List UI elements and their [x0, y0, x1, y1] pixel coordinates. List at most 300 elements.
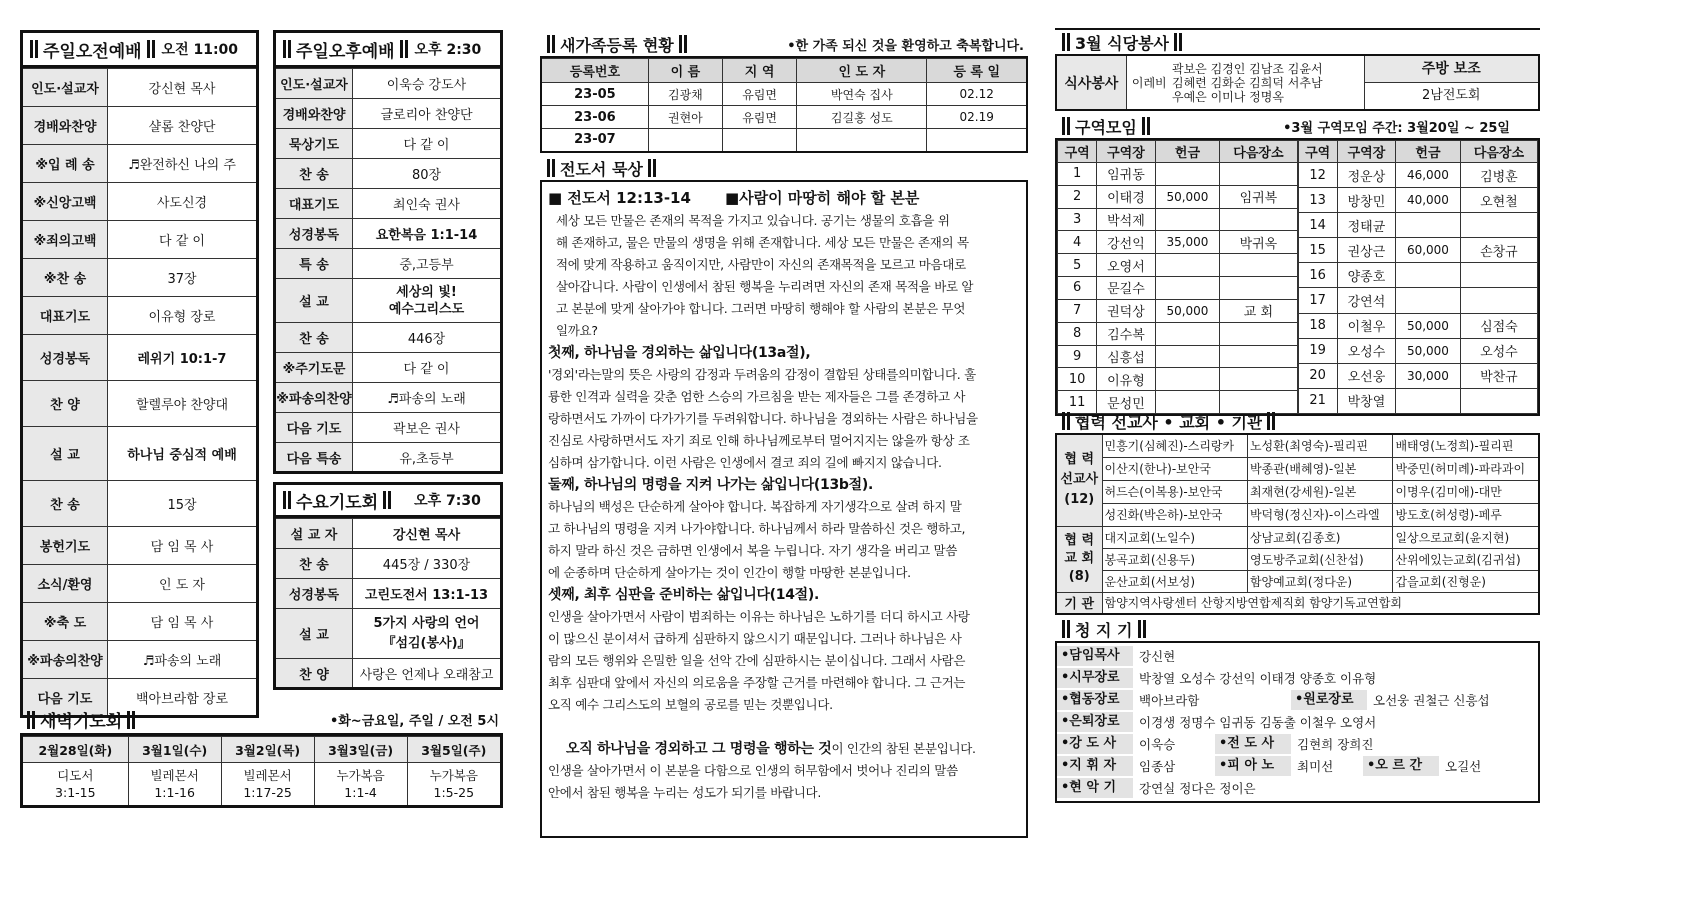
district-row: [1298, 188, 1538, 213]
meditation-line: 인생을 살아가면서 사람이 범죄하는 이유는 하나님은 노하기를 더디 하시고 사랑: [548, 609, 970, 624]
district-cell: 35,000: [1155, 231, 1220, 254]
district-cell: 권상근: [1337, 238, 1395, 263]
org-row: [1056, 592, 1539, 614]
staff-row: [1057, 733, 1538, 755]
staff-names: 오선웅 권철근 신흥섭: [1373, 693, 1490, 708]
church-name: 일상으로교회(윤지현): [1393, 526, 1539, 548]
newfamily-cell: 김광채: [648, 83, 722, 106]
staff-title: 청 지 기: [1075, 620, 1133, 640]
kitchen-value: 2남전도회: [1421, 88, 1481, 103]
missionary-name: 이산지(한나)-보안국: [1102, 457, 1247, 480]
district-cell: 30,000: [1396, 363, 1461, 388]
district-cell: 6: [1058, 277, 1097, 300]
sunday-pm-value: 중,고등부: [353, 249, 502, 279]
wednesday-table: [273, 518, 503, 690]
meditation-heading: [548, 184, 1020, 210]
wednesday-value-line1: 5가지 사랑의 언어: [373, 615, 480, 631]
meditation-title: 전도서 묵상: [560, 159, 643, 179]
meditation-line: 하나님의 백성은 단순하게 살아야 합니다. 복잡하게 자기생각으로 살려 하지 말: [548, 499, 962, 514]
district-cell: 권덕상: [1097, 299, 1155, 322]
district-col-header: 다음장소: [1220, 141, 1297, 163]
district-table-right: [1298, 140, 1539, 414]
wednesday-section: [273, 482, 503, 690]
sunday-pm-label: 설 교: [275, 279, 353, 323]
meditation-line: 해 존재하고, 물은 만물의 생명을 위해 존재합니다. 세상 모든 만물은 존재의 목: [556, 235, 969, 250]
church-name: 운산교회(서보성): [1102, 570, 1247, 592]
district-cell: [1220, 345, 1297, 368]
staff-role: •지 휘 자: [1057, 756, 1133, 776]
dawn-text-row: [22, 763, 502, 807]
sunday-am-row: [22, 603, 258, 641]
district-cell: 오현철: [1460, 188, 1537, 213]
staff-role: •협동장로: [1057, 690, 1133, 710]
newfamily-cell: 02.12: [927, 83, 1027, 106]
district-cell: 14: [1298, 213, 1337, 238]
church-label-cell: [1056, 526, 1102, 592]
newfamily-row: [541, 83, 1027, 106]
meditation-line: 심하며 삼가합니다. 이런 사람은 인생에서 결코 죄의 길에 빠지지 않습니다.: [548, 455, 942, 470]
district-cell: 양종호: [1337, 263, 1395, 288]
meditation-point1: [548, 364, 1020, 474]
district-cell: [1220, 277, 1297, 300]
partners-header: [1055, 409, 1540, 433]
district-row: [1058, 368, 1298, 391]
sunday-am-label: ※신앙고백: [22, 183, 108, 221]
district-col-header: 헌금: [1155, 141, 1220, 163]
dawn-date: 2월28일(화): [22, 737, 129, 763]
newfamily-header: [540, 32, 1028, 58]
sunday-pm-header: [273, 30, 503, 68]
staff-role: •원로장로: [1291, 690, 1367, 710]
sunday-am-value: ♬완전하신 나의 주: [108, 145, 258, 183]
district-cell: [1396, 213, 1461, 238]
sunday-pm-label: ※파송의찬양: [275, 383, 353, 413]
sunday-am-label: 소식/환영: [22, 565, 108, 603]
newfamily-cell: 유림면: [723, 106, 797, 129]
staff-role: •담임목사: [1057, 646, 1133, 666]
dawn-passage: [128, 763, 221, 807]
sunday-pm-value: 다 같 이: [353, 129, 502, 159]
district-cell: 심흥섭: [1097, 345, 1155, 368]
district-cell: 8: [1058, 322, 1097, 345]
staff-role: •오 르 간: [1363, 756, 1439, 776]
district-cell: 13: [1298, 188, 1337, 213]
newfamily-cell: 23-05: [541, 83, 648, 106]
dawn-verse: 3:1-15: [55, 785, 96, 800]
meditation-line: 진심로 사랑하면서도 자기 죄로 인해 하나님께로부터 멀어지지는 않을까 항상 조: [548, 433, 970, 448]
sunday-am-header: [20, 30, 259, 68]
district-cell: 문성민: [1097, 391, 1155, 414]
district-cell: 오성수: [1460, 338, 1537, 363]
newfamily-cell: 유림면: [723, 83, 797, 106]
district-col-header: 헌금: [1396, 141, 1461, 163]
district-cell: 2: [1058, 185, 1097, 208]
staff-row: [1057, 667, 1538, 689]
church-name: 산위에있는교회(김귀섭): [1393, 548, 1539, 570]
sunday-am-row: [22, 335, 258, 381]
sunday-am-row: [22, 297, 258, 335]
district-row: [1058, 208, 1298, 231]
staff-role: •피 아 노: [1215, 756, 1291, 776]
district-cell: 50,000: [1396, 313, 1461, 338]
district-col-header: 구역: [1298, 141, 1337, 163]
sunday-pm-value: [353, 279, 502, 323]
district-cell: 오영서: [1097, 254, 1155, 277]
sunday-pm-value: 446장: [353, 323, 502, 353]
meditation-line: 랑하면서도 가까이 다가가기를 두려워합니다. 하나님을 경외하는 사람은 하나님을: [548, 411, 978, 426]
district-row: [1058, 299, 1298, 322]
sunday-am-row: [22, 107, 258, 145]
newfamily-title: 새가족등록 현황: [560, 35, 674, 55]
meditation-line: 오직 예수 그리스도의 보혈의 공로를 믿는 것뿐입니다.: [548, 697, 833, 712]
meditation-line: 살아갑니다. 사람이 인생에서 참된 행복을 누리려면 자신의 존재 목적을 바로 알: [556, 279, 974, 294]
meditation-point1-title: 첫째, 하나님을 경외하는 삶입니다(13a절),: [548, 345, 811, 361]
district-cell: 12: [1298, 163, 1337, 188]
church-name: 갑을교회(진형운): [1393, 570, 1539, 592]
church-name: 봉곡교회(신용두): [1102, 548, 1247, 570]
newfamily-row: [541, 129, 1027, 152]
sunday-pm-row: [275, 189, 502, 219]
district-cell: 이철우: [1337, 313, 1395, 338]
sunday-pm-label: 묵상기도: [275, 129, 353, 159]
dawn-date-row: [22, 737, 502, 763]
sunday-am-row: [22, 259, 258, 297]
wednesday-row: [275, 549, 502, 579]
sunday-pm-label: 다음 기도: [275, 413, 353, 443]
cafeteria-names-line: 김혜련 김화순 김희덕 서추남: [1172, 75, 1323, 90]
sunday-am-value: 인 도 자: [108, 565, 258, 603]
district-cell: 방창민: [1337, 188, 1395, 213]
district-row: [1058, 322, 1298, 345]
district-row: [1058, 277, 1298, 300]
partners-table: [1055, 433, 1540, 615]
newfamily-cell: [797, 129, 927, 152]
staff-role: •은퇴장로: [1057, 712, 1133, 732]
district-cell: 손창규: [1460, 238, 1537, 263]
dawn-passage: [314, 763, 407, 807]
missionary-name: 박덕형(정신자)-이스라엘: [1247, 503, 1392, 526]
staff-role: •전 도 사: [1215, 734, 1291, 754]
sunday-am-row: [22, 381, 258, 427]
district-cell: 4: [1058, 231, 1097, 254]
district-col-header: 구역장: [1097, 141, 1155, 163]
meditation-section: [540, 156, 1028, 838]
wednesday-value: [353, 609, 502, 659]
church-name: 상남교회(김종호): [1247, 526, 1392, 548]
newfamily-col-header: 인 도 자: [797, 59, 927, 83]
district-cell: [1220, 322, 1297, 345]
district-row: [1298, 163, 1538, 188]
staff-box: [1055, 641, 1540, 803]
meditation-line: 세상 모든 만물은 존재의 목적을 가지고 있습니다. 공기는 생물의 호흡을 위: [556, 213, 950, 228]
district-cell: 21: [1298, 388, 1337, 413]
sunday-am-label: 다음 기도: [22, 679, 108, 717]
dawn-verse: 1:1-16: [154, 785, 195, 800]
sunday-am-label: ※입 례 송: [22, 145, 108, 183]
district-cell: 정태균: [1337, 213, 1395, 238]
sunday-pm-label: 성경봉독: [275, 219, 353, 249]
staff-row: [1057, 755, 1538, 777]
sunday-pm-section: [273, 30, 503, 474]
district-cell: [1220, 163, 1297, 186]
newfamily-col-header: 지 역: [723, 59, 797, 83]
cafeteria-label: 식사봉사: [1056, 55, 1126, 110]
cafeteria-title: 3월 식당봉사: [1075, 33, 1169, 53]
district-row: [1298, 238, 1538, 263]
dawn-section: [20, 706, 503, 808]
sunday-pm-time: 오후 2:30: [414, 42, 482, 58]
meditation-subject: ■사람이 마땅히 해야 할 본분: [724, 188, 920, 207]
district-row: [1298, 313, 1538, 338]
meditation-conclusion-rest: 이 인간의 참된 본분입니다.: [831, 741, 976, 756]
newfamily-cell: 23-06: [541, 106, 648, 129]
sunday-pm-row: [275, 383, 502, 413]
sunday-am-row: [22, 69, 258, 107]
district-row: [1058, 345, 1298, 368]
cafeteria-names-line: 우예은 이미나 정명옥: [1172, 89, 1284, 104]
district-cell: 임귀복: [1220, 185, 1297, 208]
sunday-pm-row: [275, 159, 502, 189]
meditation-line: 람의 모든 행위와 은밀한 일을 선악 간에 심판하시는 분이십니다. 그래서 사람은: [548, 653, 966, 668]
district-row: [1058, 231, 1298, 254]
sunday-pm-row: [275, 353, 502, 383]
district-note: •3월 구역모임 주간: 3월20일 ~ 25일: [1283, 120, 1510, 136]
district-cell: 3: [1058, 208, 1097, 231]
district-title: 구역모임: [1075, 117, 1137, 137]
sunday-pm-value-line2: 예수그리스도: [388, 301, 465, 317]
sunday-am-row: [22, 221, 258, 259]
dawn-date: 3월1일(수): [128, 737, 221, 763]
staff-section: [1055, 617, 1540, 803]
district-cell: 16: [1298, 263, 1337, 288]
sunday-am-value: 담 임 목 사: [108, 603, 258, 641]
missionary-name: 배태영(노정희)-필리핀: [1393, 434, 1539, 457]
meditation-conclusion: [548, 760, 1020, 804]
missionary-label: 협 력 선교사: [1060, 452, 1099, 488]
sunday-pm-value: 80장: [353, 159, 502, 189]
dawn-book: 누가복음: [336, 768, 385, 783]
church-name: 대지교회(노일수): [1102, 526, 1247, 548]
wednesday-time: 오후 7:30: [414, 493, 481, 509]
sunday-pm-value-line1: 세상의 빛!: [396, 284, 457, 300]
missionary-row: [1056, 457, 1539, 480]
newfamily-cell: 02.19: [927, 106, 1027, 129]
sunday-pm-label: ※주기도문: [275, 353, 353, 383]
wednesday-value: 사랑은 언제나 오래참고: [353, 659, 502, 689]
sunday-am-row: [22, 527, 258, 565]
district-cell: 20: [1298, 363, 1337, 388]
sunday-am-label: ※축 도: [22, 603, 108, 641]
sunday-pm-row: [275, 413, 502, 443]
district-row: [1058, 254, 1298, 277]
meditation-line: 인생을 살아가면서 이 본분을 다함으로 인생의 허무함에서 벗어나 진리의 말씀: [548, 763, 958, 778]
district-cell: 박석제: [1097, 208, 1155, 231]
meditation-line: 륭한 인격과 실력을 갖춘 엄한 스승의 가르침을 받는 제자들은 그를 존경하고 사: [548, 389, 966, 404]
cafeteria-sub: 이레비: [1126, 55, 1172, 110]
sunday-pm-label: 경배와찬양: [275, 99, 353, 129]
missionary-name: 최재현(강세원)-일본: [1247, 480, 1392, 503]
staff-row: [1057, 711, 1538, 733]
district-cell: [1396, 288, 1461, 313]
dawn-book: 디도서: [57, 768, 94, 783]
cafeteria-names: [1172, 55, 1364, 110]
sunday-am-section: [20, 30, 259, 718]
wednesday-label: 설 교: [275, 609, 353, 659]
dawn-passage: [22, 763, 129, 807]
dawn-book: 빌레몬서: [150, 768, 199, 783]
sunday-am-value: 샬롬 찬양단: [108, 107, 258, 145]
district-cell: 50,000: [1155, 185, 1220, 208]
sunday-pm-label: 다음 특송: [275, 443, 353, 473]
newfamily-table: [540, 58, 1028, 153]
district-cell: 이유형: [1097, 368, 1155, 391]
staff-names: 박창열 오성수 강선익 이태경 양종호 이유형: [1139, 671, 1377, 686]
district-cell: 박귀옥: [1220, 231, 1297, 254]
wednesday-value: 고린도전서 13:1-13: [353, 579, 502, 609]
district-cell: 18: [1298, 313, 1337, 338]
district-cell: 임귀동: [1097, 163, 1155, 186]
district-cell: 오선웅: [1337, 363, 1395, 388]
sunday-pm-row: [275, 443, 502, 473]
dawn-date: 3월5일(주): [407, 737, 501, 763]
wednesday-value: 강신현 목사: [353, 519, 502, 549]
church-row: [1056, 570, 1539, 592]
district-cell: 박창열: [1337, 388, 1395, 413]
sunday-am-label: 성경봉독: [22, 335, 108, 381]
district-col-header: 다음장소: [1460, 141, 1537, 163]
newfamily-cell: [648, 129, 722, 152]
wednesday-row: [275, 519, 502, 549]
newfamily-cell: [723, 129, 797, 152]
staff-names: 이경생 정명수 임귀동 김동출 이철우 오영서: [1139, 715, 1377, 730]
wednesday-value-line2: 『섬김(봉사)』: [382, 635, 471, 651]
dawn-passage: [407, 763, 501, 807]
missionary-row: [1056, 480, 1539, 503]
sunday-am-label: 설 교: [22, 427, 108, 481]
district-cell: 11: [1058, 391, 1097, 414]
district-cell: [1220, 254, 1297, 277]
district-cell: [1155, 277, 1220, 300]
partners-section: [1055, 409, 1540, 615]
district-cell: 5: [1058, 254, 1097, 277]
sunday-am-value: 이유형 장로: [108, 297, 258, 335]
missionary-name: 노성환(최영숙)-필리핀: [1247, 434, 1392, 457]
district-cell: 15: [1298, 238, 1337, 263]
church-row: [1056, 548, 1539, 570]
meditation-conclusion-bold: 오직 하나님을 경외하고 그 명령을 행하는 것: [566, 741, 832, 757]
district-cell: 19: [1298, 338, 1337, 363]
sunday-am-value: 사도신경: [108, 183, 258, 221]
district-cell: [1155, 163, 1220, 186]
district-cell: 김병훈: [1460, 163, 1537, 188]
dawn-verse: 1:17-25: [243, 785, 292, 800]
meditation-line: 일까요?: [556, 323, 598, 338]
sunday-am-value: 레위기 10:1-7: [108, 335, 258, 381]
meditation-conclusion-lead: [548, 738, 1020, 760]
staff-role: •시무장로: [1057, 668, 1133, 688]
district-cell: 50,000: [1155, 299, 1220, 322]
newfamily-cell: [927, 129, 1027, 152]
newfamily-cell: 박연숙 집사: [797, 83, 927, 106]
missionary-count: (12): [1064, 492, 1095, 508]
sunday-pm-value: 요한복음 1:1-14: [353, 219, 502, 249]
sunday-pm-row: [275, 219, 502, 249]
sunday-pm-value: 다 같 이: [353, 353, 502, 383]
dawn-date: 3월3일(금): [314, 737, 407, 763]
missionary-row: [1056, 434, 1539, 457]
sunday-pm-label: 찬 송: [275, 159, 353, 189]
wednesday-row: [275, 579, 502, 609]
sunday-pm-label: 인도·설교자: [275, 69, 353, 99]
org-names: 함양지역사랑센터 산항지방연합제직회 함양기독교연합회: [1102, 592, 1539, 614]
dawn-passage: [221, 763, 314, 807]
newfamily-cell: 23-07: [541, 129, 648, 152]
org-label: 기 관: [1056, 592, 1102, 614]
meditation-intro: [548, 210, 1020, 342]
district-row: [1298, 363, 1538, 388]
sunday-am-value: ♬파송의 노래: [108, 641, 258, 679]
missionary-label-cell: [1056, 434, 1102, 526]
missionary-name: 방도호(허성령)-페루: [1393, 503, 1539, 526]
missionary-name: 박종관(배혜영)-일본: [1247, 457, 1392, 480]
dawn-header: [20, 706, 503, 736]
wednesday-label: 찬 양: [275, 659, 353, 689]
missionary-name: 성진화(박은하)-보안국: [1102, 503, 1247, 526]
sunday-pm-value: 곽보은 권사: [353, 413, 502, 443]
meditation-line: 최후 심판대 앞에서 자신의 의로움을 주장할 근거를 마련해야 합니다. 그 근거는: [548, 675, 966, 690]
sunday-am-row: [22, 481, 258, 527]
district-cell: 오성수: [1337, 338, 1395, 363]
dawn-title: 새벽기도회: [40, 712, 123, 732]
sunday-am-value: 다 같 이: [108, 221, 258, 259]
staff-role: •강 도 사: [1057, 734, 1133, 754]
dawn-date: 3월2일(목): [221, 737, 314, 763]
district-cell: 박찬규: [1460, 363, 1537, 388]
district-cell: 1: [1058, 163, 1097, 186]
district-cell: 17: [1298, 288, 1337, 313]
missionary-name: 이명우(김미애)-대만: [1393, 480, 1539, 503]
staff-row: [1057, 777, 1538, 799]
staff-names: 백아브라함: [1139, 693, 1200, 708]
district-row: [1298, 263, 1538, 288]
sunday-pm-table: [273, 68, 503, 474]
district-header: [1055, 114, 1540, 138]
sunday-pm-value: 이욱승 강도사: [353, 69, 502, 99]
district-cell: 40,000: [1396, 188, 1461, 213]
district-cell: [1155, 322, 1220, 345]
sunday-pm-title: 주일오후예배: [296, 41, 395, 62]
meditation-point3: [548, 606, 1020, 716]
district-cell: [1460, 288, 1537, 313]
partners-title: 협력 선교사 • 교회 • 기관: [1075, 412, 1263, 432]
district-col-header: 구역: [1058, 141, 1097, 163]
meditation-line: 이 많으신 분이셔서 급하게 심판하지 않으시기 때문입니다. 그러나 하나님은 사: [548, 631, 962, 646]
wednesday-row: [275, 609, 502, 659]
dawn-table: [20, 736, 503, 808]
district-cell: [1220, 368, 1297, 391]
sunday-pm-row: [275, 249, 502, 279]
staff-names: 임종삼: [1139, 759, 1176, 774]
meditation-line: '경외'라는말의 뜻은 사랑의 감정과 두려움의 감정이 결합된 상태를의미합니다. 훌: [548, 367, 976, 382]
staff-names: 이욱승: [1139, 737, 1176, 752]
staff-role: •현 악 기: [1057, 778, 1133, 798]
sunday-am-label: 찬 송: [22, 481, 108, 527]
district-cell: 교 회: [1220, 299, 1297, 322]
district-cell: 김수복: [1097, 322, 1155, 345]
district-cell: [1460, 213, 1537, 238]
church-name: 영도방주교회(신찬섭): [1247, 548, 1392, 570]
kitchen-cell: [1364, 55, 1539, 110]
